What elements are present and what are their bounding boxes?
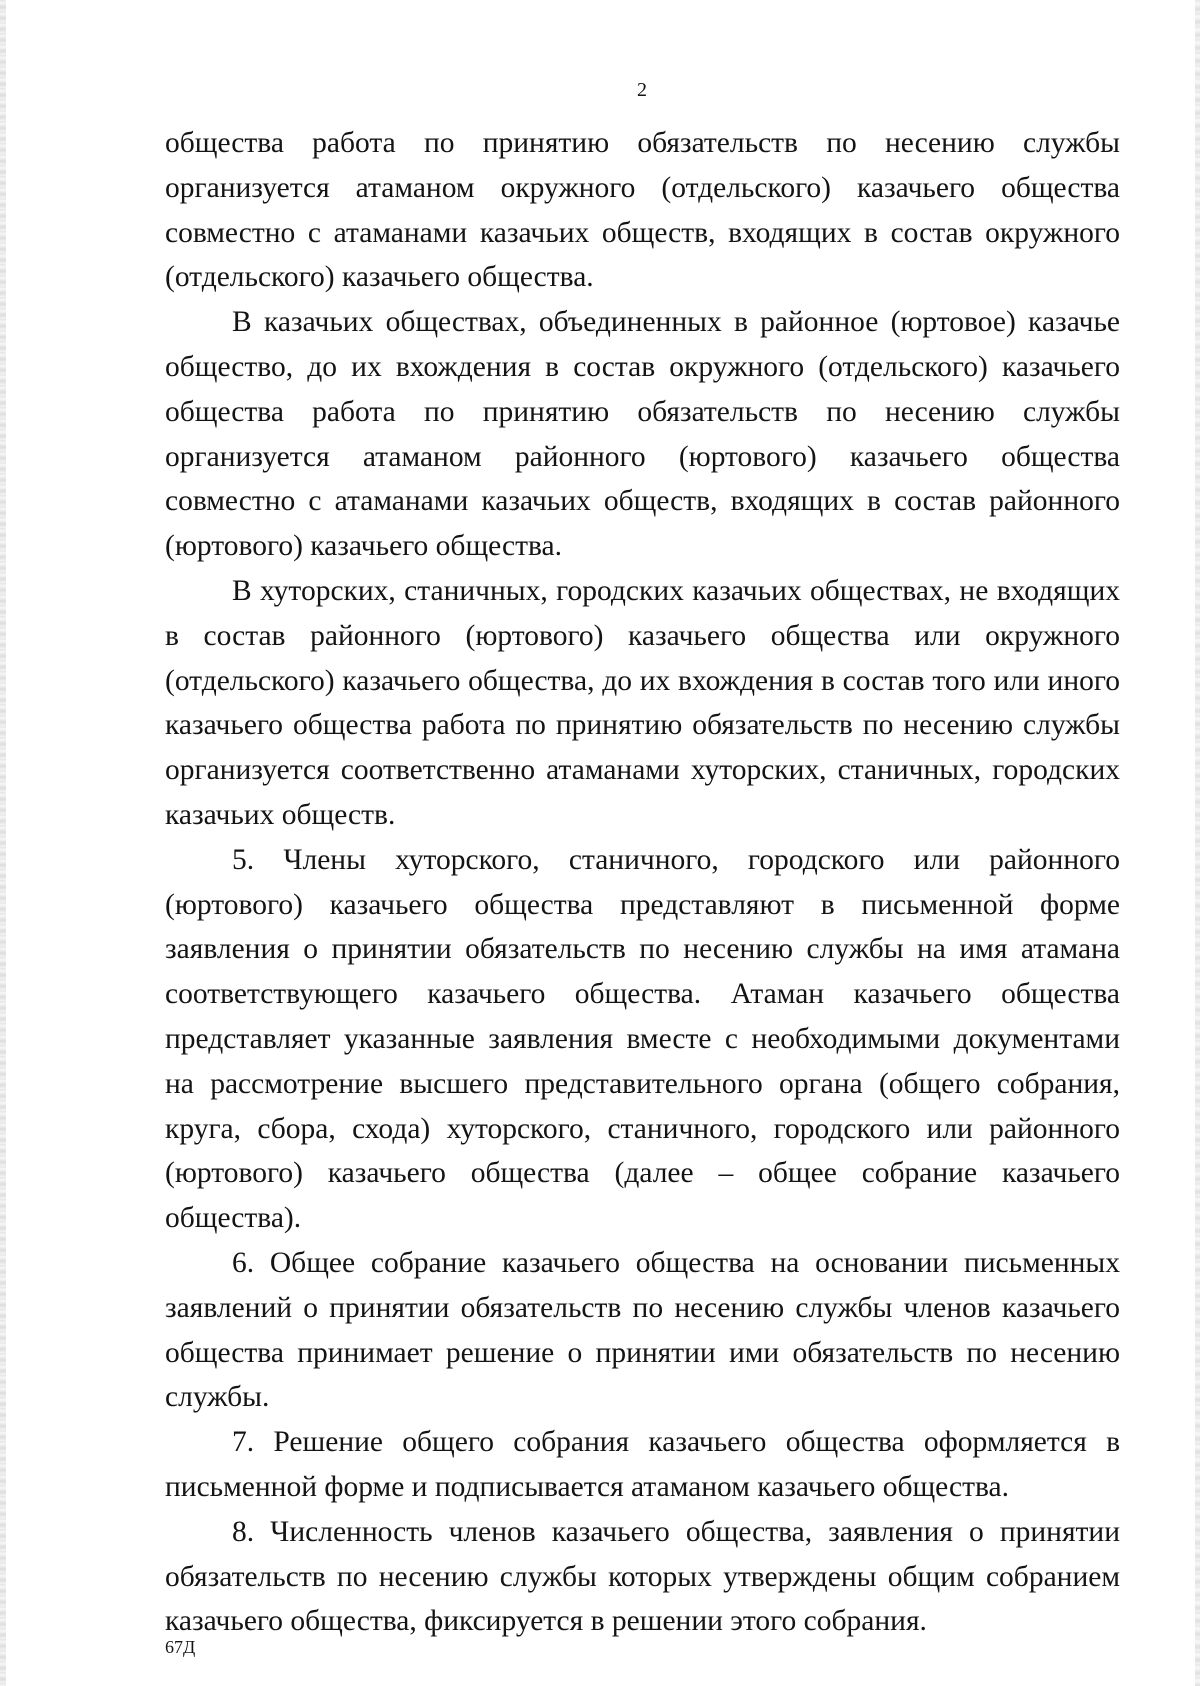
paragraph-item-7: 7. Решение общего собрания казачьего общества оформляется в письменной форме и подписывается атаманом казачьего общества. [165, 1426, 1120, 1503]
paragraph-item-6: 6. Общее собрание казачьего общества на основании письменных заявлений о принятии обязательств по несению службы членов казачьего общества принимает решение о принятии ими обязательств по несению службы. [165, 1246, 1120, 1414]
paragraph-item-8: 8. Численность членов казачьего общества, заявления о принятии обязательств по несению службы которых утверждены общим собранием казачьего общества, фиксируется в решении этого собрания. [165, 1515, 1120, 1638]
footer-document-code: 67Д [165, 1637, 196, 1657]
paragraph-item-5: 5. Члены хуторского, станичного, городского или районного (юртового) казачьего общества представляют в письменной форме заявления о принятии обязательств по несению службы на имя атамана соответствующего казачьего общества. Атаман казачьего общества представляет указанные заявления вместе с необходимыми документами на рассмотрение высшего представительного органа (общего собрания, круга, сбора, схода) хуторского, станичного, городского или районного (юртового) казачьего общества (далее – общее собрание казачьего общества). [165, 843, 1120, 1235]
scan-edge-left [0, 0, 6, 1686]
scan-edge-right [1195, 0, 1200, 1686]
paragraph-district-societies: В казачьих обществах, объединенных в районное (юртовое) казачье общество, до их вхождения в состав окружного (отдельского) казачьего общества работа по принятию обязательств по несению службы организуется атаманом районного (юртового) казачьего общества совместно с атаманами казачьих обществ, входящих в состав районного (юртового) казачьего общества. [165, 306, 1120, 563]
document-body [165, 121, 1120, 1644]
page-number: 2 [637, 79, 647, 101]
paragraph-continuation: общества работа по принятию обязательств по несению службы организуется атаманом окружного (отдельского) казачьего общества совместно с атаманами казачьих обществ, входящих в состав окружного (отдельского) казачьего общества. [165, 127, 1120, 294]
paragraph-independent-societies: В хуторских, станичных, городских казачьих обществах, не входящих в состав районного (юртового) казачьего общества или окружного (отдельского) казачьего общества, до их вхождения в состав того или иного казачьего общества работа по принятию обязательств по несению службы организуется соответственно атаманами хуторских, станичных, городских казачьих обществ. [165, 574, 1120, 831]
